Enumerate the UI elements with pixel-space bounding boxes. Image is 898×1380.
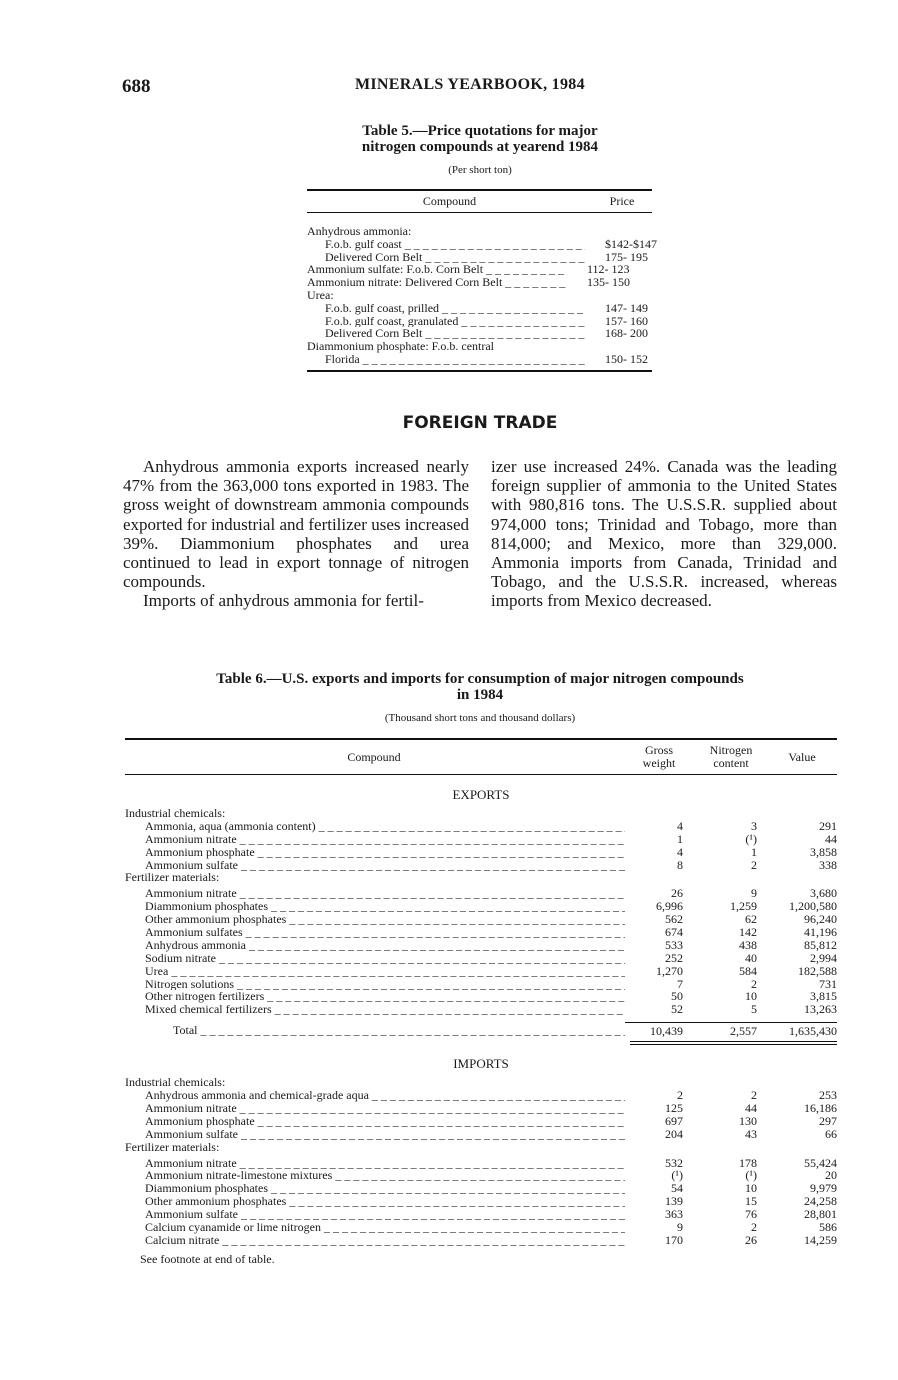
- row-gross-weight: 9: [677, 1220, 683, 1235]
- table-row: [125, 1169, 837, 1182]
- row-value: 182,588: [798, 963, 837, 978]
- total-nitrogen: 2,557: [683, 1022, 757, 1038]
- table-row: [125, 990, 837, 1003]
- row-value: 13,263: [804, 1002, 837, 1017]
- row-value: 3,858: [810, 844, 837, 859]
- table5-row: [307, 340, 652, 353]
- row-gross-weight: (¹): [671, 1168, 683, 1183]
- row-value: 41,196: [804, 925, 837, 940]
- table5-row: [307, 289, 652, 302]
- section-heading: FOREIGN TRADE: [402, 413, 558, 433]
- row-gross-weight: 6,996: [656, 899, 683, 914]
- table5-row-price: 135- 150: [587, 275, 630, 290]
- table5-row-label: Anhydrous ammonia:: [307, 225, 412, 238]
- table5-row-price: 175- 195: [605, 249, 648, 264]
- row-nitrogen-content: 178: [739, 1155, 757, 1170]
- row-gross-weight: 533: [665, 937, 683, 952]
- row-value: 96,240: [804, 912, 837, 927]
- row-value: 20: [825, 1168, 837, 1183]
- table6-col-nitrogen: [695, 744, 767, 770]
- row-label: Ammonia, aqua (ammonia content) _ _ _: [125, 820, 625, 833]
- total-double-rule: [125, 1038, 837, 1044]
- table6-col-nitrogen-line2: content: [713, 756, 749, 770]
- table6-units: (Thousand short tons and thousand dollars): [384, 712, 576, 724]
- row-label: Ammonium phosphate _ _ _: [125, 1115, 625, 1128]
- table5-row: [307, 315, 652, 328]
- total-gross: 10,439: [625, 1022, 683, 1038]
- table5-row-label: Delivered Corn Belt _ _ _: [307, 251, 585, 264]
- table5-row-label: Urea:: [307, 288, 334, 302]
- row-value: 85,812: [804, 937, 837, 952]
- table-row: [125, 846, 837, 859]
- row-gross-weight: 8: [677, 857, 683, 872]
- row-value: 28,801: [804, 1207, 837, 1222]
- table5-row: [307, 225, 652, 238]
- row-nitrogen-content: 44: [745, 1101, 757, 1116]
- table6-col-gross-line1: Gross: [644, 743, 673, 757]
- table5: [307, 189, 657, 372]
- group-label: Fertilizer materials:: [125, 870, 220, 885]
- table-row: [125, 833, 837, 846]
- row-nitrogen-content: 76: [745, 1207, 757, 1222]
- running-head: MINERALS YEARBOOK, 1984: [355, 76, 585, 93]
- row-nitrogen-content: 9: [751, 886, 757, 901]
- table6: [125, 738, 837, 1247]
- row-label: Ammonium sulfate _ _ _: [125, 859, 625, 872]
- row-gross-weight: 363: [665, 1207, 683, 1222]
- table6-col-nitrogen-line1: Nitrogen: [709, 743, 753, 757]
- row-nitrogen-content: 40: [745, 950, 757, 965]
- row-label: Ammonium sulfate _ _ _: [125, 1208, 625, 1221]
- table6-col-gross-line2: weight: [642, 756, 676, 770]
- page-number: 688: [122, 76, 151, 97]
- row-value: 14,259: [804, 1232, 837, 1247]
- table5-row-label: F.o.b. gulf coast, granulated _ _ _: [307, 315, 585, 328]
- row-gross-weight: 1,270: [656, 963, 683, 978]
- row-label: Other ammonium phosphates _ _ _: [125, 1195, 625, 1208]
- table5-title: [300, 123, 660, 155]
- row-value: 9,979: [810, 1181, 837, 1196]
- table-row: [125, 1003, 837, 1016]
- row-label: Ammonium nitrate _ _ _: [125, 833, 625, 846]
- row-value: 338: [819, 857, 837, 872]
- row-value: 297: [819, 1113, 837, 1128]
- table-row: [125, 978, 837, 991]
- group-label: Industrial chemicals:: [125, 1075, 226, 1090]
- row-value: 16,186: [804, 1101, 837, 1116]
- table5-body: [307, 213, 657, 372]
- row-nitrogen-content: 3: [751, 818, 757, 833]
- table-row: [125, 913, 837, 926]
- row-nitrogen-content: 10: [745, 1181, 757, 1196]
- row-gross-weight: 125: [665, 1101, 683, 1116]
- row-nitrogen-content: 1: [751, 844, 757, 859]
- exports-fertilizer-rows: [125, 887, 837, 1016]
- table5-title-line2: nitrogen compounds at yearend 1984: [361, 139, 599, 155]
- table5-row: [307, 327, 652, 340]
- row-gross-weight: 7: [677, 976, 683, 991]
- row-value: 253: [819, 1088, 837, 1103]
- exports-section-label: EXPORTS: [452, 787, 510, 802]
- table-row: [125, 1089, 837, 1102]
- row-nitrogen-content: 438: [739, 937, 757, 952]
- table5-row: [307, 236, 657, 251]
- row-value: 586: [819, 1220, 837, 1235]
- row-value: 24,258: [804, 1194, 837, 1209]
- row-nitrogen-content: 15: [745, 1194, 757, 1209]
- row-nitrogen-content: 584: [739, 963, 757, 978]
- table-row: [125, 926, 837, 939]
- row-nitrogen-content: 130: [739, 1113, 757, 1128]
- table-row: [125, 1195, 837, 1208]
- text-column-right: [491, 457, 837, 611]
- table6-col-value: Value: [788, 749, 816, 764]
- row-value: 55,424: [804, 1155, 837, 1170]
- table6-title-line1: Table 6.—U.S. exports and imports for consumption of major nitrogen compounds: [216, 671, 744, 687]
- row-label: Anhydrous ammonia _ _ _: [125, 939, 625, 952]
- table5-row-price: 112- 123: [587, 262, 630, 277]
- row-label: Calcium cyanamide or lime nitrogen _ _ _: [125, 1221, 625, 1234]
- row-gross-weight: 204: [665, 1126, 683, 1141]
- exports-industrial-rows: [125, 820, 837, 872]
- row-label: Nitrogen solutions _ _ _: [125, 978, 625, 991]
- group-label: Industrial chemicals:: [125, 806, 226, 820]
- row-gross-weight: 170: [665, 1232, 683, 1247]
- table-row: [125, 939, 837, 952]
- row-nitrogen-content: 10: [745, 989, 757, 1004]
- row-label: Urea _ _ _: [125, 965, 625, 978]
- row-label: Ammonium nitrate _ _ _: [125, 887, 625, 900]
- table-row: [125, 1115, 837, 1128]
- row-nitrogen-content: 2: [751, 976, 757, 991]
- row-nitrogen-content: 2: [751, 857, 757, 872]
- row-label: Other ammonium phosphates _ _ _: [125, 913, 625, 926]
- row-label: Diammonium phosphates _ _ _: [125, 1182, 625, 1195]
- row-label: Ammonium nitrate _ _ _: [125, 1102, 625, 1115]
- row-label: Sodium nitrate _ _ _: [125, 952, 625, 965]
- table5-header: [307, 189, 652, 213]
- row-gross-weight: 52: [671, 1002, 683, 1017]
- table-row: [125, 965, 837, 978]
- row-nitrogen-content: 2: [751, 1088, 757, 1103]
- table-row: [125, 1208, 837, 1221]
- row-value: 291: [819, 818, 837, 833]
- row-nitrogen-content: 26: [745, 1232, 757, 1247]
- table5-row: [307, 276, 652, 289]
- table-row: [125, 1221, 837, 1234]
- row-label: Other nitrogen fertilizers _ _ _: [125, 990, 625, 1003]
- table-row: [125, 952, 837, 965]
- imports-fertilizer-rows: [125, 1157, 837, 1247]
- row-label: Ammonium nitrate-limestone mixtures _ _ _: [125, 1169, 625, 1182]
- table6-footnote: See footnote at end of table.: [140, 1252, 275, 1266]
- table-row: [125, 820, 837, 833]
- row-gross-weight: 26: [671, 886, 683, 901]
- table5-col-compound: Compound: [422, 194, 477, 208]
- row-gross-weight: 1: [677, 831, 683, 846]
- row-value: 66: [825, 1126, 837, 1141]
- table-row: [125, 1128, 837, 1141]
- row-value: 3,815: [810, 989, 837, 1004]
- imports-section-label: IMPORTS: [453, 1056, 509, 1072]
- paragraph: Imports of anhydrous ammonia for fertil-: [143, 591, 424, 611]
- row-nitrogen-content: 5: [751, 1002, 757, 1017]
- table5-row-price: $142-$147: [605, 236, 657, 251]
- row-nitrogen-content: 43: [745, 1126, 757, 1141]
- row-gross-weight: 4: [677, 844, 683, 859]
- row-value: 2,994: [810, 950, 837, 965]
- row-label: Ammonium sulfates _ _ _: [125, 926, 625, 939]
- total-row: [125, 1022, 837, 1038]
- paragraph: izer use increased 24%. Canada was the leading foreign supplier of ammonia to the United States with 980,816 tons. The U.S.S.R. supplied about 974,000 tons; Trinidad and Tobago, more than 814,000; and Mexico, more than 329,000. Ammonia imports from Canada, Trinidad and Tobago, and the U.S.S.R. increased, whereas imports from Mexico decreased.: [491, 457, 837, 611]
- table6-title: [120, 671, 840, 703]
- table5-row-price: 147- 149: [605, 300, 648, 315]
- row-gross-weight: 139: [665, 1194, 683, 1209]
- table6-title-line2: in 1984: [456, 687, 504, 703]
- total-value: 1,635,430: [757, 1022, 837, 1038]
- row-gross-weight: 252: [665, 950, 683, 965]
- row-nitrogen-content: (¹): [745, 1168, 757, 1183]
- row-gross-weight: 562: [665, 912, 683, 927]
- table5-units: (Per short ton): [448, 164, 512, 176]
- row-nitrogen-content: 142: [739, 925, 757, 940]
- row-label: Diammonium phosphates _ _ _: [125, 900, 625, 913]
- row-value: 731: [819, 976, 837, 991]
- table6-header: [125, 738, 837, 775]
- paragraph: Anhydrous ammonia exports increased nearly 47% from the 363,000 tons exported in 1983. The gross weight of downstream ammonia compounds exported for industrial and fertilizer uses increased 39%. Diammonium phosphates and urea continued to lead in export tonnage of nitrogen compounds.: [123, 457, 469, 592]
- table6-col-gross: [623, 744, 695, 770]
- table5-title-line1: Table 5.—Price quotations for major: [362, 123, 598, 139]
- table5-row-price: 168- 200: [605, 326, 648, 341]
- row-gross-weight: 674: [665, 925, 683, 940]
- table5-row-label: Florida _ _ _: [307, 353, 585, 366]
- imports-industrial-rows: [125, 1089, 837, 1141]
- table-row: [125, 1102, 837, 1115]
- table-row: [125, 1157, 837, 1170]
- row-gross-weight: 532: [665, 1155, 683, 1170]
- table5-row-price: [567, 225, 652, 238]
- row-label: Ammonium nitrate _ _ _: [125, 1157, 625, 1170]
- table5-row: [307, 353, 652, 366]
- row-nitrogen-content: 62: [745, 912, 757, 927]
- text-column-left: [123, 457, 469, 611]
- group-label: Fertilizer materials:: [125, 1139, 220, 1154]
- table5-row-label: Ammonium sulfate: F.o.b. Corn Belt _ _ _: [307, 263, 567, 276]
- table5-row-label: F.o.b. gulf coast, prilled _ _ _: [307, 302, 585, 315]
- row-gross-weight: 2: [677, 1088, 683, 1103]
- total-label: Total _ _ _: [125, 1022, 625, 1038]
- row-gross-weight: 697: [665, 1113, 683, 1128]
- table5-row-price: 150- 152: [605, 351, 648, 366]
- row-label: Ammonium phosphate _ _ _: [125, 846, 625, 859]
- row-gross-weight: 4: [677, 818, 683, 833]
- row-label: Ammonium sulfate _ _ _: [125, 1128, 625, 1141]
- table5-row-label: Diammonium phosphate: F.o.b. central: [307, 340, 495, 353]
- row-label: Mixed chemical fertilizers _ _ _: [125, 1003, 625, 1016]
- table6-col-compound: Compound: [347, 749, 401, 764]
- table5-row-price: 157- 160: [605, 313, 648, 328]
- row-value: 3,680: [810, 886, 837, 901]
- row-nitrogen-content: 1,259: [730, 899, 757, 914]
- table5-row-label: Delivered Corn Belt _ _ _: [307, 327, 585, 340]
- row-label: Calcium nitrate _ _ _: [125, 1234, 625, 1247]
- table5-row: [307, 302, 652, 315]
- table-row: [125, 900, 837, 913]
- row-nitrogen-content: (¹): [745, 831, 757, 846]
- table5-row-label: F.o.b. gulf coast _ _ _: [307, 238, 585, 251]
- row-gross-weight: 54: [671, 1181, 683, 1196]
- row-gross-weight: 50: [671, 989, 683, 1004]
- table-row: [125, 859, 837, 872]
- row-value: 44: [825, 831, 837, 846]
- table-row: [125, 1234, 837, 1247]
- row-value: 1,200,580: [789, 899, 837, 914]
- row-nitrogen-content: 2: [751, 1220, 757, 1235]
- table5-row-price: [567, 289, 652, 302]
- table5-row-label: Ammonium nitrate: Delivered Corn Belt _ _ _: [307, 276, 567, 289]
- row-label: Anhydrous ammonia and chemical-grade aqua _ _ _: [125, 1089, 625, 1102]
- table-row: [125, 1182, 837, 1195]
- table5-col-price: Price: [609, 194, 635, 208]
